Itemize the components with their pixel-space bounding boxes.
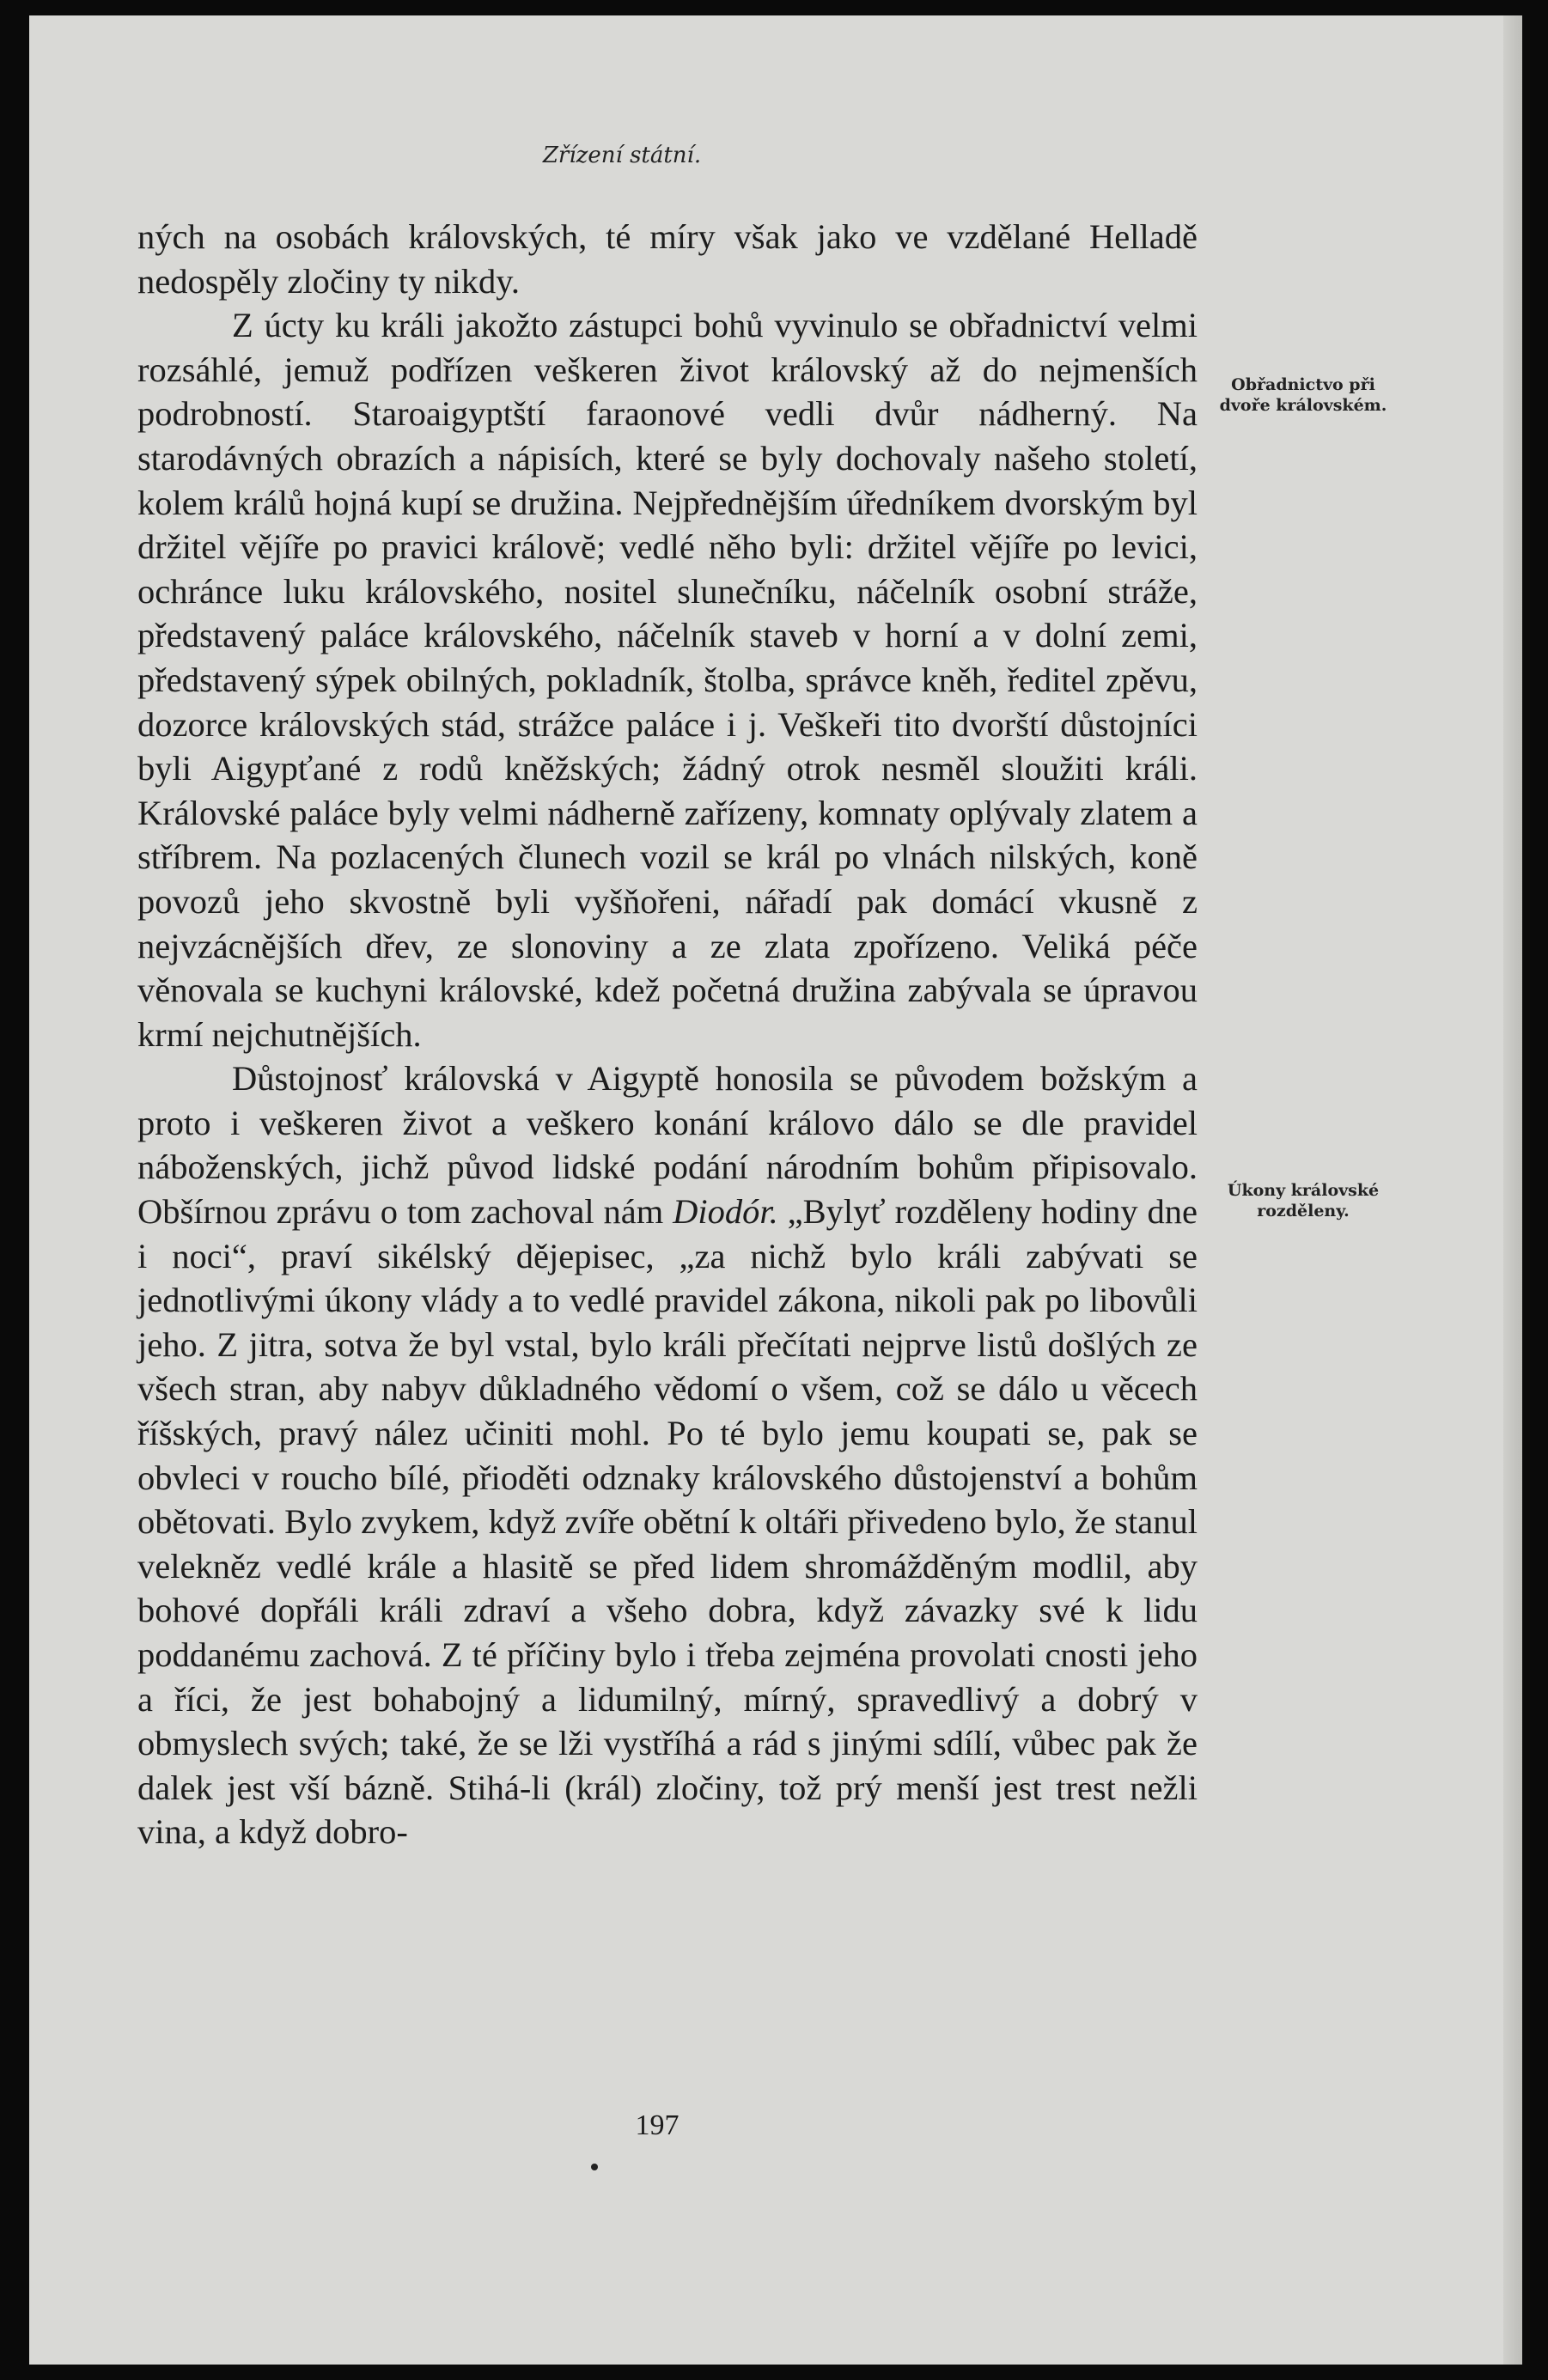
ink-speck [591, 2164, 598, 2170]
author-name-diodor: Diodór. [673, 1192, 778, 1232]
paragraph-3 [137, 1056, 1198, 1854]
body-text [137, 215, 1198, 1854]
margin-note-royal-duties: Úkony královské rozděleny. [1227, 1181, 1380, 1220]
page-edge [1503, 15, 1522, 2365]
paragraph-3-text: Důstojnosť královská v Aigyptě honosila se původem božským a proto i veškeren život a veškero konání královo dálo se dle pravidel náboženských, jichž původ lidské podání národním bohům připisovalo. Obšírnou zprávu o tom zachoval nám [137, 1059, 1198, 1232]
paragraph-3-quote: „Bylyť rozděleny hodiny dne i noci“, praví sikélský dějepisec, „za nichž bylo králi zabývati se jednotlivými úkony vlády a to vedlé pravidel zákona, nikoli pak po libovůli jeho. Z jitra, sotva že byl vstal, bylo králi přečítati nejprve listů došlých ze všech stran, aby nabyv důkladného vědomí o všem, což se dálo u věcech říšských, pravý nález učiniti mohl. Po té bylo jemu koupati se, pak se obvleci v roucho bílé, přioděti odznaky královského důstojenství a bohům obětovati. Bylo zvykem, když zvíře obětní k oltáři přivedeno bylo, že stanul velekněz vedlé krále a hlasitě se před lidem shromážděným modlil, aby bohové dopřáli králi zdraví a všeho dobra, když závazky své k lidu poddanému zachová. Z té příčiny bylo i třeba zejména provolati cnosti jeho a říci, že jest bohabojný a lidumilný, mírný, spravedlivý a dobrý v obmyslech svých; také, že se lži vystříhá a rád s jinými sdílí, vůbec pak že dalek jest vší bázně. Stihá-li (král) zločiny, tož prý menší jest trest nežli vina, a když dobro- [137, 1192, 1198, 1852]
margin-note-ceremonial: Obřadnictvo při dvoře královském. [1219, 375, 1387, 415]
running-head: Zřízení státní. [542, 143, 702, 168]
page-number: 197 [635, 2109, 680, 2141]
book-page [29, 15, 1522, 2365]
paragraph-2: Z úcty ku králi jakožto zástupci bohů vyvinulo se obřadnictví velmi rozsáhlé, jemuž podřízen veškeren život královský až do nejmenších podrobností. Staroaigyptští faraonové vedli dvůr nádherný. Na starodávných obrazích a nápisích, které se byly dochovaly našeho století, kolem králů hojná kupí se družina. Nejpřednějším úředníkem dvorským byl držitel vějíře po pravici královĕ; vedlé něho byli: držitel vějíře po levici, ochránce luku královského, nositel slunečníku, náčelník osobní stráže, představený paláce královského, náčelník staveb v horní a v dolní zemi, představený sýpek obilných, pokladník, štolba, správce kněh, ředitel zpěvu, dozorce královských stád, strážce paláce i j. Veškeři tito dvorští důstojníci byli Aigypťané z rodů kněžských; žádný otrok nesměl sloužiti králi. Královské paláce byly velmi nádherně zařízeny, komnaty oplývaly zlatem a stříbrem. Na pozlacených člunech vozil se král po vlnách nilských, koně povozů jeho skvostně byli vyšňořeni, nářadí pak domácí vkusně z nejvzácnějších dřev, ze slonoviny a ze zlata zpořízeno. Veliká péče věnovala se kuchyni královské, kdež početná družina zabývala se úpravou krmí nejchutnějších. [137, 306, 1198, 1054]
paragraph-1: ných na osobách královských, té míry však jako ve vzdělané Helladě nedospěly zločiny ty nikdy. [137, 217, 1198, 301]
